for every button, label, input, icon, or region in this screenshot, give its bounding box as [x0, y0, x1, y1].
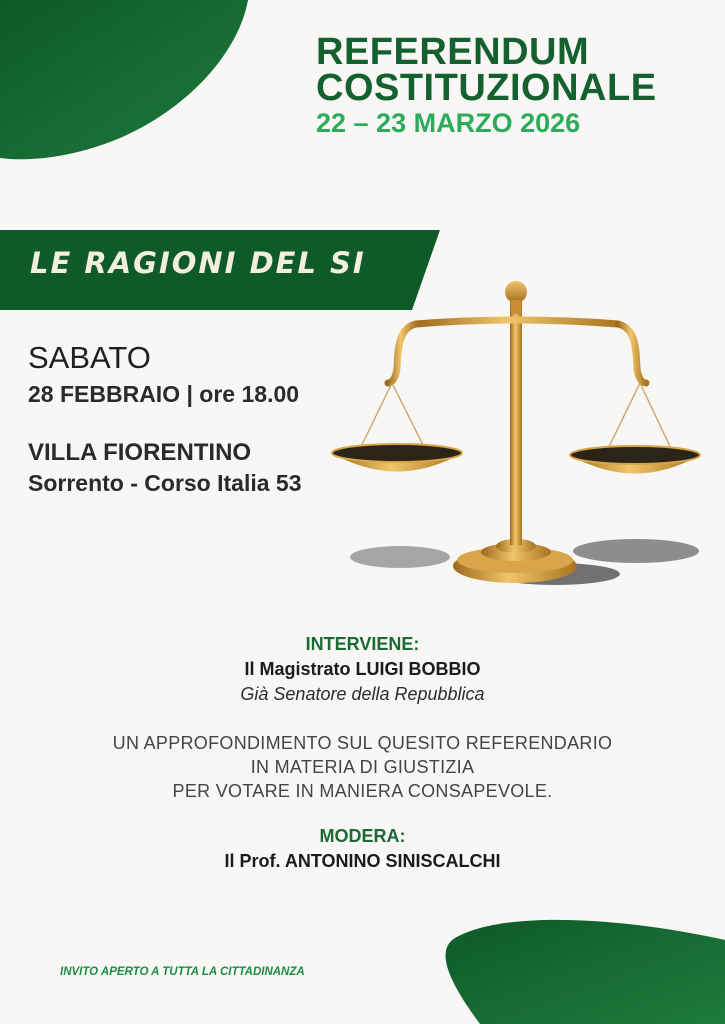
top-left-blob [0, 0, 248, 159]
event-date-time: 28 FEBBRAIO | ore 18.00 [28, 381, 300, 407]
moderator-section [0, 826, 725, 872]
speaker-role: Già Senatore della Repubblica [240, 684, 485, 704]
header [316, 31, 657, 138]
speaker-label: INTERVIENE: [305, 634, 420, 654]
referendum-date: 22 – 23 MARZO 2026 [316, 108, 581, 138]
scales-of-justice-icon [332, 281, 700, 585]
banner-text: LE RAGIONI DEL SI [30, 246, 366, 280]
moderator-label: MODERA: [319, 826, 406, 846]
event-venue: VILLA FIORENTINO [28, 439, 252, 466]
event-info [28, 340, 302, 498]
description-line-2: IN MATERIA DI GIUSTIZIA [250, 757, 475, 777]
invite-text: INVITO APERTO A TUTTA LA CITTADINANZA [60, 966, 305, 978]
description-line-3: PER VOTARE IN MANIERA CONSAPEVOLE. [172, 781, 553, 801]
bottom-right-blob [446, 920, 725, 1024]
speaker-section [0, 634, 725, 705]
description [0, 731, 725, 803]
event-day: SABATO [28, 340, 151, 375]
description-line-1: UN APPROFONDIMENTO SUL QUESITO REFERENDARIO [112, 733, 613, 753]
title-line-1: REFERENDUM [316, 31, 590, 73]
event-address: Sorrento - Corso Italia 53 [28, 470, 302, 496]
moderator-name: Il Prof. ANTONINO SINISCALCHI [224, 851, 501, 871]
speaker-name: Il Magistrato LUIGI BOBBIO [244, 659, 481, 679]
title-line-2: COSTITUZIONALE [316, 67, 657, 109]
